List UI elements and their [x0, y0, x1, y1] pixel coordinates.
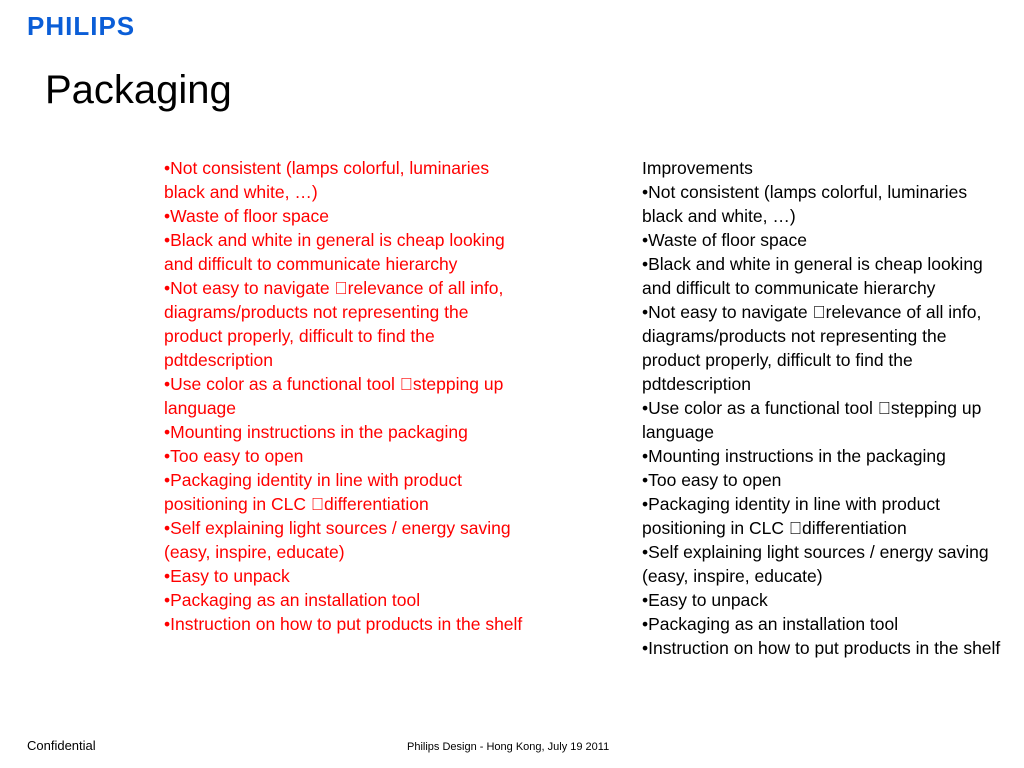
right-list-item: •Easy to unpack [642, 590, 768, 610]
right-list-item: •Not easy to navigate relevance of all info, diagrams/products not representing the product properly, difficult to find the pdtdescription [642, 302, 969, 394]
left-list-item: •Waste of floor space [164, 206, 329, 226]
right-list-item: •Use color as a functional tool stepping up language [642, 398, 969, 442]
right-list-item: •Instruction on how to put products in the shelf [642, 638, 1001, 658]
left-list-item: •Instruction on how to put products in the shelf [164, 614, 523, 634]
left-list-item: •Packaging identity in line with product positioning in CLC differentiation [164, 470, 462, 514]
left-list-item: •Mounting instructions in the packaging [164, 422, 468, 442]
right-bullet-list [642, 156, 1002, 660]
left-list-item: •Too easy to open [164, 446, 304, 466]
improvements-heading: Improvements [642, 158, 753, 178]
page-title: Packaging [45, 68, 232, 112]
left-bullet-list [164, 156, 524, 636]
left-list-item: •Black and white in general is cheap looking and difficult to communicate hierarchy [164, 230, 505, 274]
left-list-item: •Self explaining light sources / energy saving (easy, inspire, educate) [164, 518, 511, 562]
right-list-item: •Not consistent (lamps colorful, luminaries black and white, …) [642, 182, 968, 226]
left-list-item: •Use color as a functional tool stepping up language [164, 374, 491, 418]
left-list-item: •Not easy to navigate relevance of all info, diagrams/products not representing the product properly, difficult to find the pdtdescription [164, 278, 491, 370]
left-list-item: •Not consistent (lamps colorful, luminaries black and white, …) [164, 158, 490, 202]
footer-credit: Philips Design - Hong Kong, July 19 2011 [407, 741, 610, 753]
left-list-item: •Easy to unpack [164, 566, 290, 586]
right-list-item: •Packaging as an installation tool [642, 614, 899, 634]
right-list-item: •Mounting instructions in the packaging [642, 446, 946, 466]
left-list-item: •Packaging as an installation tool [164, 590, 421, 610]
right-list-item: •Self explaining light sources / energy saving (easy, inspire, educate) [642, 542, 989, 586]
right-list-item: •Waste of floor space [642, 230, 807, 250]
right-list-item: •Black and white in general is cheap looking and difficult to communicate hierarchy [642, 254, 983, 298]
right-list-item: •Packaging identity in line with product positioning in CLC differentiation [642, 494, 940, 538]
right-list-item: •Too easy to open [642, 470, 782, 490]
confidential-label: Confidential [27, 738, 96, 753]
philips-logo: PHILIPS [27, 11, 136, 41]
